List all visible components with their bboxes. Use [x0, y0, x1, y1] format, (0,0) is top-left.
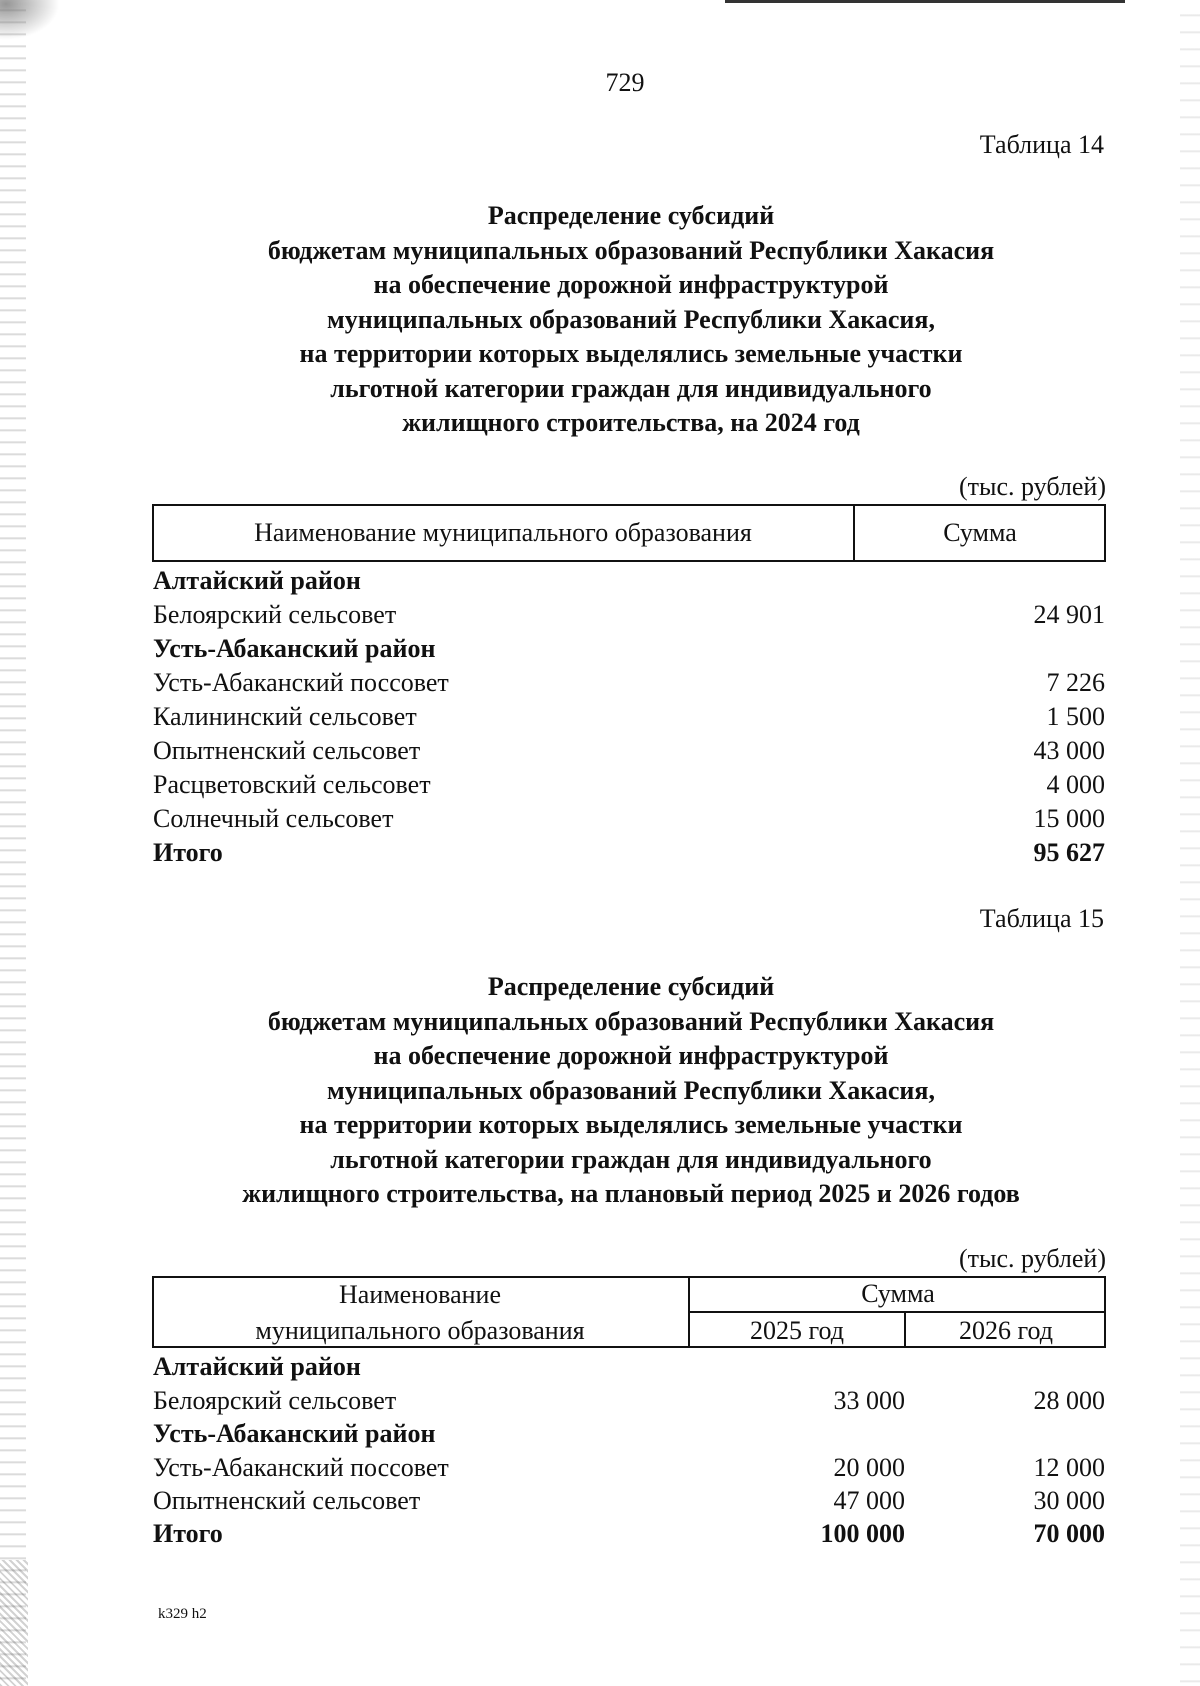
heading-line: жилищного строительства, на плановый период 2025 и 2026 годов [242, 1179, 1020, 1208]
page-number: 729 [605, 68, 645, 97]
scan-top-line [725, 0, 1125, 3]
table-row [153, 666, 1105, 700]
table-row [153, 1484, 1105, 1518]
row-value-2025: 20 000 [833, 1453, 905, 1482]
table-14-heading [0, 199, 1200, 441]
row-name: Расцветовский сельсовет [153, 770, 431, 799]
row-value-2026: 70 000 [1033, 1519, 1105, 1548]
row-value: 7 226 [1046, 668, 1105, 697]
heading-line: на обеспечение дорожной инфраструктурой [373, 1041, 889, 1070]
table-row [153, 1350, 1105, 1384]
row-value: 95 627 [1033, 838, 1105, 867]
column-header-sum: Сумма [861, 1279, 935, 1308]
row-name: Усть-Абаканский район [153, 634, 436, 663]
table-row [153, 768, 1105, 802]
heading-line: на территории которых выделялись земельные участки [299, 1110, 963, 1139]
table-row [153, 598, 1105, 632]
row-name: Опытненский сельсовет [153, 736, 421, 765]
table-15-label: Таблица 15 [979, 904, 1104, 933]
heading-line: льготной категории граждан для индивидуального [330, 1144, 932, 1174]
table-row [153, 632, 1105, 666]
column-header-name: Наименование муниципального образования [254, 518, 752, 547]
row-name: Белоярский сельсовет [153, 1386, 397, 1415]
row-value: 1 500 [1046, 702, 1105, 731]
row-name: Усть-Абаканский поссовет [153, 1453, 449, 1482]
table-row-total [153, 1517, 1105, 1551]
heading-line: Распределение субсидий [487, 972, 775, 1001]
row-name: Итого [153, 1519, 223, 1548]
table-row [153, 1451, 1105, 1485]
row-name: Усть-Абаканский район [153, 1419, 436, 1448]
table-row [153, 700, 1105, 734]
heading-line: льготной категории граждан для индивидуального [330, 373, 932, 403]
row-name: Калининский сельсовет [153, 702, 417, 731]
column-header-2025: 2025 год [750, 1315, 844, 1345]
table-15-units: (тыс. рублей) [958, 1244, 1106, 1273]
row-value-2026: 12 000 [1033, 1453, 1105, 1482]
table-row [153, 564, 1105, 598]
table-row-total [153, 836, 1105, 870]
heading-line: бюджетам муниципальных образований Республики Хакасия [267, 1006, 995, 1036]
row-name: Усть-Абаканский поссовет [153, 668, 449, 697]
scan-corner-artifact [0, 1560, 28, 1686]
table-row [153, 1417, 1105, 1451]
row-value: 4 000 [1046, 770, 1105, 799]
heading-line: на обеспечение дорожной инфраструктурой [373, 270, 889, 299]
table-14-label: Таблица 14 [979, 130, 1104, 159]
heading-line: жилищного строительства, на 2024 год [402, 408, 860, 437]
column-header-name-line2: муниципального образования [255, 1315, 585, 1345]
row-name: Опытненский сельсовет [153, 1486, 421, 1515]
column-header-name-line1: Наименование [339, 1279, 501, 1309]
column-header-2026: 2026 год [959, 1315, 1053, 1345]
row-value: 15 000 [1033, 804, 1105, 833]
footer-code: k329 h2 [158, 1606, 207, 1622]
row-value-2026: 30 000 [1033, 1486, 1105, 1515]
heading-line: муниципальных образований Республики Хакасия, [327, 1075, 935, 1105]
table-row [153, 802, 1105, 836]
column-header-sum: Сумма [943, 518, 1017, 547]
row-name: Алтайский район [153, 1352, 361, 1381]
table-14-units: (тыс. рублей) [958, 472, 1106, 501]
heading-line: бюджетам муниципальных образований Республики Хакасия [267, 235, 995, 265]
row-name: Солнечный сельсовет [153, 804, 394, 833]
row-name: Итого [153, 838, 223, 867]
table-row [153, 734, 1105, 768]
row-name: Алтайский район [153, 566, 361, 595]
row-value: 24 901 [1033, 600, 1105, 629]
heading-line: муниципальных образований Республики Хакасия, [327, 304, 935, 334]
row-name: Белоярский сельсовет [153, 600, 397, 629]
row-value-2026: 28 000 [1033, 1386, 1105, 1415]
heading-line: на территории которых выделялись земельные участки [299, 339, 963, 368]
row-value: 43 000 [1033, 736, 1105, 765]
row-value-2025: 100 000 [820, 1519, 905, 1548]
heading-line: Распределение субсидий [487, 201, 775, 230]
table-15-heading [0, 970, 1200, 1212]
table-row [153, 1384, 1105, 1418]
row-value-2025: 47 000 [833, 1486, 905, 1515]
row-value-2025: 33 000 [833, 1386, 905, 1415]
